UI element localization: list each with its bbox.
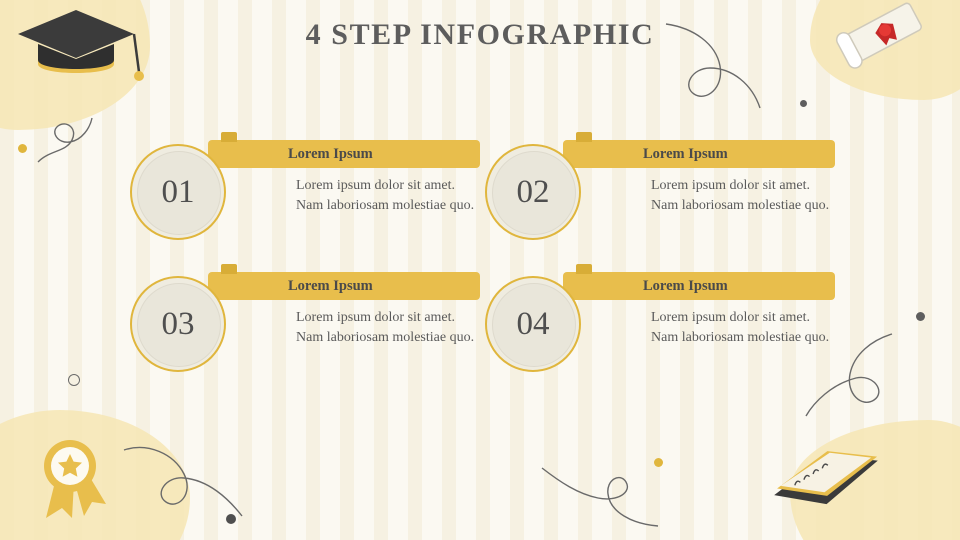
step-number-01: 01 (161, 173, 195, 210)
step-description-02: Lorem ipsum dolor sit amet. Nam laboriosam molestiae quo. (651, 178, 830, 214)
spiral-swirl-doodle (30, 110, 100, 170)
step-item-02[interactable] (485, 140, 835, 266)
step-content-02 (563, 140, 835, 217)
step-heading-03: Lorem Ipsum (288, 277, 373, 294)
steps-grid (130, 140, 835, 398)
dot-marker (654, 458, 663, 467)
step-number-02: 02 (516, 173, 550, 210)
step-description-03: Lorem ipsum dolor sit amet. Nam laboriosam molestiae quo. (296, 310, 475, 346)
step-description-01: Lorem ipsum dolor sit amet. Nam laboriosam molestiae quo. (296, 178, 475, 214)
step-number-circle-03 (130, 276, 226, 372)
step-heading-02: Lorem Ipsum (643, 145, 728, 162)
book-icon (760, 438, 890, 518)
dot-outline-marker (68, 374, 80, 386)
step-description-04: Lorem ipsum dolor sit amet. Nam laboriosam molestiae quo. (651, 310, 830, 346)
step-item-01[interactable] (130, 140, 480, 266)
step-content-04 (563, 272, 835, 349)
dot-marker (916, 312, 925, 321)
step-number-circle-04 (485, 276, 581, 372)
step-heading-bar-01 (208, 140, 480, 168)
award-ribbon-icon (22, 426, 122, 526)
bar-notch (576, 132, 592, 142)
dot-marker (18, 144, 27, 153)
curl-doodle (120, 440, 260, 520)
dot-marker (226, 514, 236, 524)
step-content-01 (208, 140, 480, 217)
step-number-circle-01 (130, 144, 226, 240)
step-heading-04: Lorem Ipsum (643, 277, 728, 294)
curl-doodle (540, 464, 680, 534)
step-number-03: 03 (161, 305, 195, 342)
step-heading-bar-02 (563, 140, 835, 168)
step-item-04[interactable] (485, 272, 835, 398)
dot-marker (800, 100, 807, 107)
step-item-03[interactable] (130, 272, 480, 398)
step-content-03 (208, 272, 480, 349)
bar-notch (576, 264, 592, 274)
bar-notch (221, 264, 237, 274)
step-heading-bar-03 (208, 272, 480, 300)
bar-notch (221, 132, 237, 142)
step-heading-bar-04 (563, 272, 835, 300)
page-title: 4 STEP INFOGRAPHIC (305, 18, 655, 51)
step-number-04: 04 (516, 305, 550, 342)
step-heading-01: Lorem Ipsum (288, 145, 373, 162)
step-number-circle-02 (485, 144, 581, 240)
